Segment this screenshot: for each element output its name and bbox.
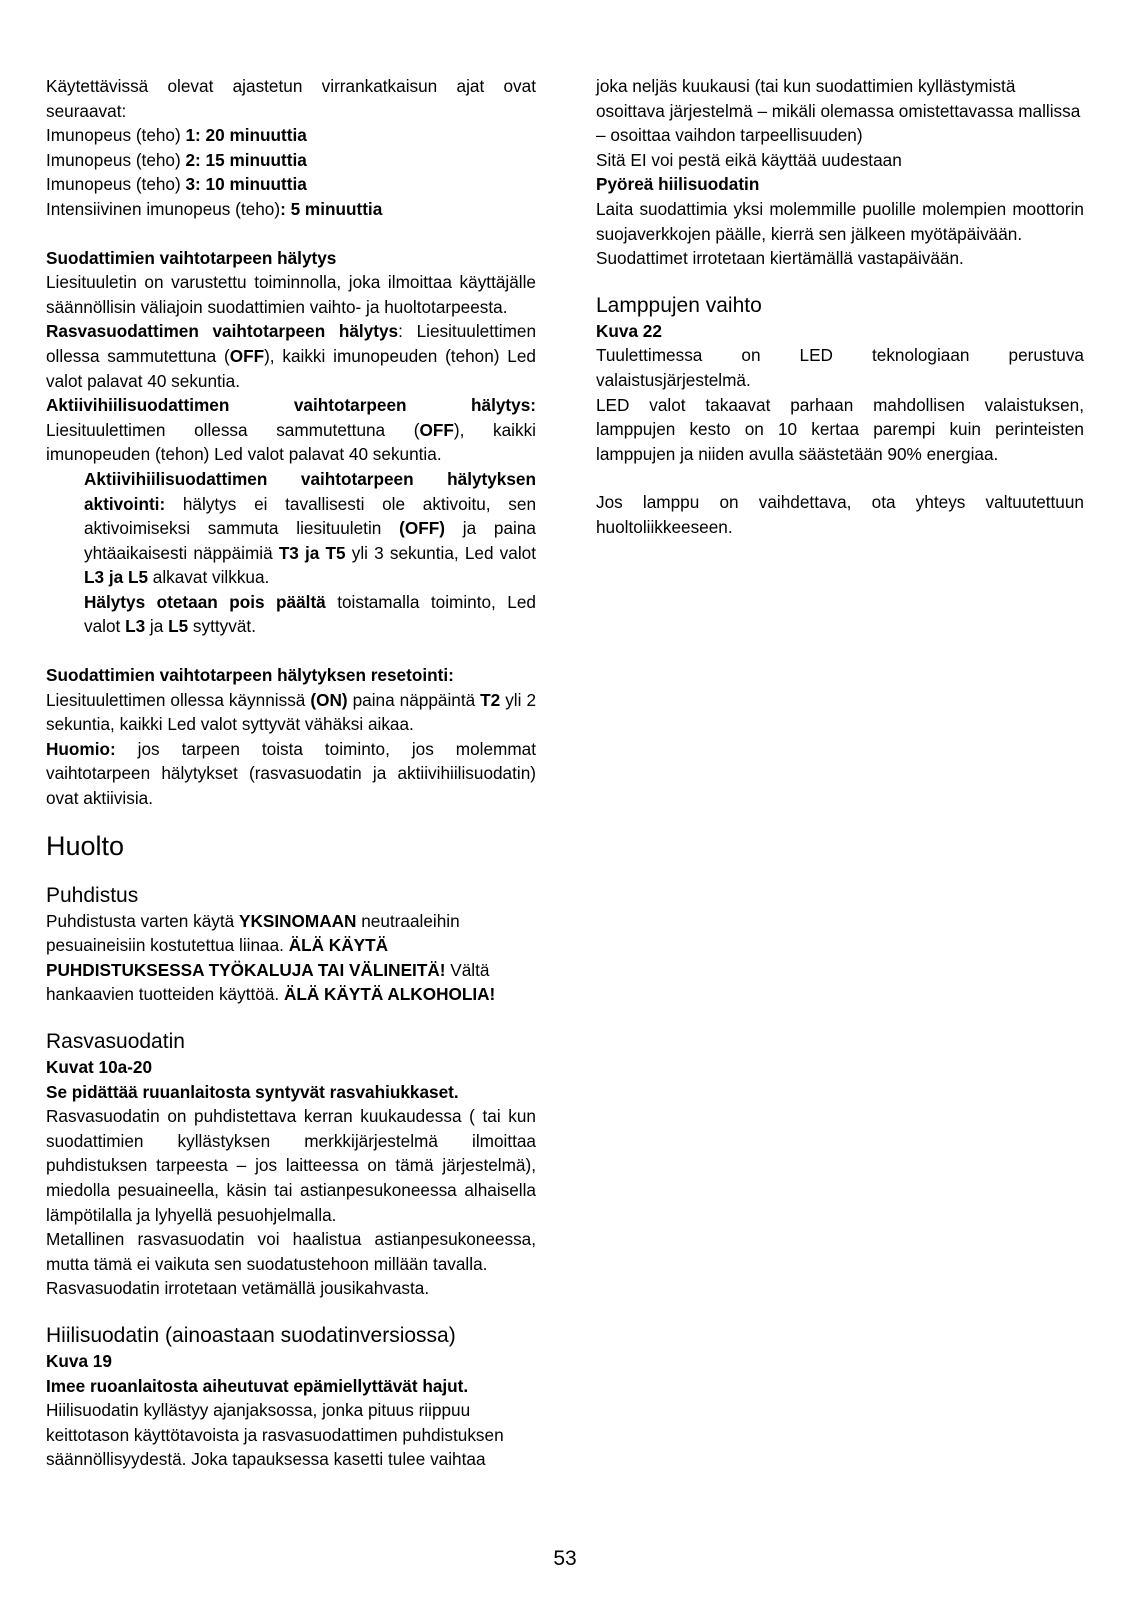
deactivation-instructions: Hälytys otetaan pois päältä toistamalla toiminto, Led valot L3 ja L5 syttyvät.: [84, 591, 536, 637]
note: Huomio: jos tarpeen toista toiminto, jos molemmat vaihtotarpeen hälytykset (rasvasuodatin ja aktiivihiilisuodatin) ovat aktiivisia.: [46, 738, 536, 809]
speed-list: [46, 123, 536, 221]
rasvasuodatin-p1: Rasvasuodatin on puhdistettava kerran kuukaudessa ( tai kun suodattimien kyllästyksen merkkijärjestelmä ilmoittaa puhdistuksen tarpeesta – jos laitteessa on tämä järjestelmä), miedolla pesuaineella, käsin tai astianpesukoneessa alhaisella lämpötilalla ja lyhyellä pesuohjelmalla.: [46, 1106, 536, 1225]
rasvasuodatin-figure-ref: Kuvat 10a-20: [46, 1057, 153, 1077]
lamp-p3: Jos lamppu on vaihdettava, ota yhteys valtuutettuun huoltoliikkeeseen.: [596, 492, 1084, 537]
lamp-p1: Tuulettimessa on LED teknologiaan perustuva valaistusjärjestelmä.: [596, 345, 1084, 390]
reset-instructions: Liesituulettimen ollessa käynnissä (ON) paina näppäintä T2 yli 2 sekuntia, kaikki Led valot syttyvät vähäksi aikaa.: [46, 689, 537, 735]
hiilisuodatin-p1: Hiilisuodatin kyllästyy ajanjaksossa, jonka pituus riippuu keittotason käyttötavoista ja rasvasuodattimen puhdistuksen säännöllisyydestä. Joka tapauksessa kasetti tulee vaihtaa: [46, 1400, 504, 1470]
round-filter-p2: Suodattimet irrotetaan kiertämällä vastapäivään.: [596, 248, 964, 269]
puhdistus-heading: Puhdistus: [46, 883, 139, 907]
hiilisuodatin-lead: Imee ruoanlaitosta aiheutuvat epämiellyttävät hajut.: [46, 1375, 469, 1396]
speed-item: Intensiivinen imunopeus (teho): 5 minuuttia: [46, 198, 383, 219]
rasvasuodatin-lead: Se pidättää ruuanlaitosta syntyvät rasvahiukkaset.: [46, 1081, 459, 1102]
right-column: [596, 74, 1084, 540]
activation-instructions: Aktiivihiilisuodattimen vaihtotarpeen hälytyksen aktivointi: hälytys ei tavallisesti ole aktivoitu, sen aktivoimiseksi sammuta liesituuletin (OFF) ja paina yhtäaikaisesti näppäimiä T3 ja T5 yli 3 sekuntia, Led valot L3 ja L5 alkavat vilkkua.: [84, 468, 536, 588]
rasvasuodatin-p2: Metallinen rasvasuodatin voi haalistua astianpesukoneessa, mutta tämä ei vaikuta sen suodatustehoon millään tavalla.: [46, 1229, 536, 1274]
alarm-heading: Suodattimien vaihtotarpeen hälytys: [46, 247, 337, 268]
puhdistus-text: Puhdistusta varten käytä YKSINOMAAN neutraaleihin pesuaineisiin kostutettua liinaa. ÄLÄ KÄYTÄ PUHDISTUKSESSA TYÖKALUJA TAI VÄLINEITÄ! Vältä hankaavien tuotteiden käyttöä. ÄLÄ KÄYTÄ ALKOHOLIA!: [46, 910, 496, 1005]
round-filter-p1: Laita suodattimia yksi molemmille puolille molempien moottorin suojaverkkojen päälle, kierrä sen jälkeen myötäpäivään.: [596, 198, 1084, 244]
alarm-intro: Liesituuletin on varustettu toiminnolla, joka ilmoittaa käyttäjälle säännöllisin väliajoin suodattimien vaihto- ja huoltotarpeesta.: [46, 272, 536, 317]
speed-item: Imunopeus (teho) 1: 20 minuuttia: [46, 125, 307, 146]
grease-alarm: Rasvasuodattimen vaihtotarpeen hälytys: Liesituulettimen ollessa sammutettuna (OFF), kaikki imunopeuden (tehon) Led valot palavat 40 sekuntia.: [46, 321, 536, 391]
rasvasuodatin-heading: Rasvasuodatin: [46, 1030, 185, 1053]
hiilisuodatin-figure-ref: Kuva 19: [46, 1350, 112, 1371]
carbon-alarm: Aktiivihiilisuodattimen vaihtotarpeen hälytys: Liesituulettimen ollessa sammutettuna (OFF), kaikki imunopeuden (tehon) Led valot palavat 40 sekuntia.: [46, 395, 536, 465]
reset-heading: Suodattimien vaihtotarpeen hälytyksen resetointi:: [46, 665, 454, 686]
left-column: [46, 74, 536, 1472]
lamp-figure-ref: Kuva 22: [596, 320, 662, 341]
huolto-heading: Huolto: [46, 830, 125, 861]
rasvasuodatin-p3: Rasvasuodatin irrotetaan vetämällä jousikahvasta.: [46, 1278, 430, 1299]
page-number: 53: [553, 1547, 577, 1570]
lamp-heading: Lamppujen vaihto: [596, 293, 762, 317]
speed-item: Imunopeus (teho) 2: 15 minuuttia: [46, 149, 307, 170]
continued-p2: Sitä EI voi pestä eikä käyttää uudestaan: [596, 149, 902, 170]
speed-item: Imunopeus (teho) 3: 10 minuuttia: [46, 174, 307, 195]
hiilisuodatin-heading: Hiilisuodatin (ainoastaan suodatinversiossa): [46, 1323, 456, 1347]
lamp-p2: LED valot takaavat parhaan mahdollisen valaistuksen, lamppujen kesto on 10 kertaa parempi kuin perinteisten lamppujen ja niiden avulla säästetään 90% energiaa.: [596, 394, 1084, 464]
timer-intro: Käytettävissä olevat ajastetun virrankatkaisun ajat ovat seuraavat:: [46, 76, 536, 121]
continued-p1: joka neljäs kuukausi (tai kun suodattimien kyllästymistä osoittava järjestelmä – mikäli olemassa omistettavassa mallissa – osoittaa vaihdon tarpeellisuuden): [596, 76, 1081, 146]
round-filter-heading: Pyöreä hiilisuodatin: [596, 174, 760, 195]
